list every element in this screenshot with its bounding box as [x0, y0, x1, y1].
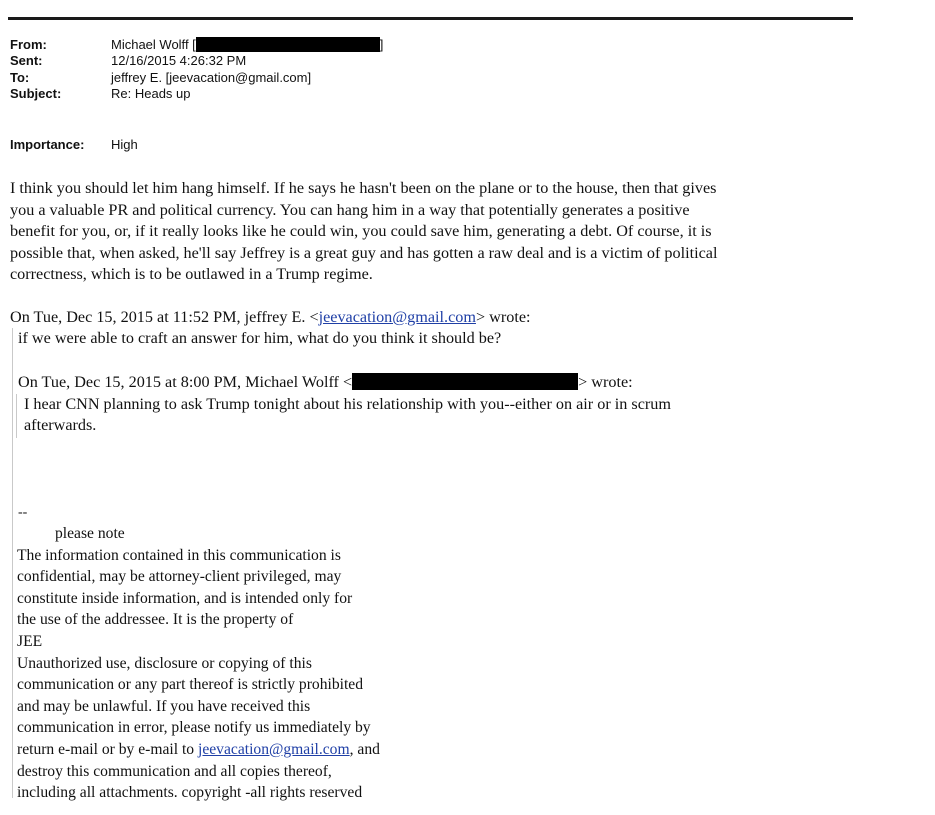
body-line: benefit for you, or, if it really looks like he could win, you could save him, generating a debt. Of course, it is: [10, 222, 712, 240]
body-line: you a valuable PR and political currency. You can hang him in a way that potentially generates a positive: [10, 200, 690, 219]
disclaimer-line: communication or any part thereof is strictly prohibited: [17, 676, 364, 694]
quote1-attribution-prefix: On Tue, Dec 15, 2015 at 11:52 PM, jeffrey E. <: [10, 308, 319, 326]
quote2-attribution: [18, 372, 633, 392]
signature-dashes: --: [18, 505, 28, 520]
return-line-suffix: , and: [349, 740, 380, 758]
from-name: Michael Wolff [: [111, 37, 196, 52]
redaction-box: [352, 373, 578, 390]
to-label: To:: [10, 70, 30, 85]
subject-label: Subject:: [10, 86, 62, 101]
disclaimer-line: The information contained in this communication is: [17, 546, 341, 564]
disclaimer-line: communication in error, please notify us immediately by: [17, 719, 371, 737]
from-value: [111, 37, 383, 53]
disclaimer-line: confidential, may be attorney-client privileged, may: [17, 568, 342, 586]
disclaimer-line: the use of the addressee. It is the property of: [17, 611, 294, 629]
disclaimer-line: constitute inside information, and is intended only for: [17, 589, 353, 607]
disclaimer-line: [17, 739, 380, 761]
from-row: [10, 37, 610, 53]
disclaimer-line: Unauthorized use, disclosure or copying of this: [17, 654, 312, 672]
subject-value: Re: Heads up: [111, 86, 191, 101]
body-line: I think you should let him hang himself. If he says he hasn't been on the plane or to the house, then that gives: [10, 179, 717, 197]
quote-bar: [12, 328, 13, 798]
message-body: [10, 178, 845, 286]
sent-value: 12/16/2015 4:26:32 PM: [111, 53, 247, 68]
quote2-attribution-prefix: On Tue, Dec 15, 2015 at 8:00 PM, Michael Wolff <: [18, 373, 353, 391]
to-value: jeffrey E. [jeevacation@gmail.com]: [111, 70, 312, 85]
to-row: [10, 70, 610, 86]
quote-bar-inner: [16, 394, 17, 438]
importance-row: [10, 137, 610, 153]
subject-row: [10, 86, 610, 102]
redaction-box: [196, 37, 380, 52]
quote1-attribution-suffix: > wrote:: [475, 308, 531, 326]
disclaimer: [17, 523, 380, 804]
from-bracket: ]: [379, 37, 384, 52]
quote1-email-link[interactable]: jeevacation@gmail.com: [318, 308, 476, 326]
disclaimer-line: JEE: [17, 632, 43, 650]
sent-row: [10, 53, 610, 69]
return-line-prefix: return e-mail or by e-mail to: [17, 740, 198, 758]
quote1-attribution: [10, 307, 531, 327]
importance-value: High: [111, 137, 138, 152]
body-line: possible that, when asked, he'll say Jeffrey is a great guy and has gotten a raw deal and is a victim of political: [10, 243, 718, 262]
quote2-line: afterwards.: [24, 416, 97, 434]
importance-label: Importance:: [10, 137, 85, 152]
quote1-text: if we were able to craft an answer for him, what do you think it should be?: [18, 329, 502, 347]
header-rule: [8, 17, 853, 20]
signature-email-link[interactable]: jeevacation@gmail.com: [198, 740, 350, 758]
disclaimer-line: and may be unlawful. If you have received this: [17, 697, 311, 715]
disclaimer-line: destroy this communication and all copies thereof,: [17, 762, 332, 780]
from-label: From:: [10, 37, 47, 52]
quote2-line: I hear CNN planning to ask Trump tonight about his relationship with you--either on air or in scrum: [24, 395, 671, 413]
disclaimer-line: including all attachments. copyright -all rights reserved: [17, 784, 363, 802]
quote2-attribution-suffix: > wrote:: [578, 373, 633, 391]
body-line: correctness, which is to be outlawed in a Trump regime.: [10, 265, 373, 283]
please-note: please note: [55, 525, 125, 542]
sent-label: Sent:: [10, 53, 43, 68]
